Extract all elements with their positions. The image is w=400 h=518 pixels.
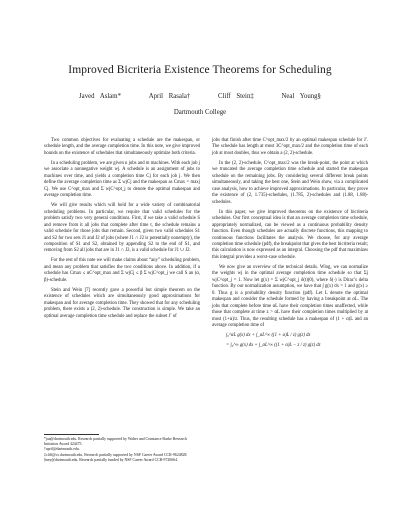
paper-title: Improved Bicriteria Existence Theorems for Scheduling — [68, 64, 332, 76]
footnote: ‡cliff@cs.dartmouth.edu. Research partially supported by NSF Career Award CCR-9624828. — [44, 452, 188, 457]
paragraph: For the rest of this note we will make claims about “any” scheduling problem, and mean any problem that satisfies the two conditions above. In addition, if a schedule has Cmax ≤ αC^opt_max and Σ wjCj ≤ β Σ wjC^opt_j we call S an (α, β)-schedule. — [44, 258, 200, 283]
paragraph: In this paper, we give improved theorems on the existence of bicriteria schedules. Our first conceptual idea is that an average completion time schedule, appropriately normalized, can be viewed as a continuous probability density function. Even though schedules are actually discrete functions, this mapping to continuous functions facilitates the analysis. We choose, for any average completion time schedule (pdf), the breakpoint that gives the best bicriteria result; this calculation is now expressed as an integral. Choosing the pdf that maximizes this integral provides a worst-case schedule. — [212, 209, 368, 260]
paragraph: We will give results which will hold for a wide variety of combinatorial scheduling problems. In particular, we require that valid schedules for the problem satisfy two very general conditions. First, if we take a valid schedule S and remove from it all jobs that complete after time t, the schedule remains a valid schedule for those jobs that remain. Second, given two valid schedules S1 and S2 for two sets J1 and J2 of jobs (where J1 ∩ J2 is potentially nonempty), the composition of S1 and S2, obtained by appending S2 to the end of S1, and removing from S2 all jobs that are in J1 ∩ J2, is a valid schedule for J1 ∪ J2. — [44, 203, 200, 254]
paragraph: Two common objectives for evaluating a schedule are the makespan, or schedule length, and the average completion time. In this note, we give improved bounds on the existence of schedules that simultaneously optimize both criteria. — [44, 138, 200, 156]
left-column — [44, 138, 200, 324]
paragraph: We now give an overview of the technical details. Wlog, we can normalize the weights wj in the optimal average completion time schedule so that Σj wjC^opt_j = 1. Now let g(x) = Σ wjC^opt_j δ(t)(0), where δ(·) is Dirac’s delta function. By our normalization assumption, we have that ∫ g(x) dx = 1 and g(x) ≥ 0. Thus g is a probability density function (pdf). Let L denote the optimal makespan and consider the schedule formed by having a breakpoint at αL. The jobs that complete before time αL have their completion times unaffected, while those that complete at time z > αL have their completion times multiplied by at most (1+α)/z. Thus, the resulting schedule has a makespan of (1 + α)L and an average completion time of — [212, 264, 368, 329]
footnote: *jaa@dartmouth.edu. Research partially supported by Walter and Constance Burke Research Initiation Award 424475. — [44, 437, 187, 447]
affiliation: Dartmouth College — [173, 109, 227, 116]
footnote-rule — [44, 434, 99, 435]
paragraph: In a scheduling problem, we are given n jobs and m machines. With each job j we associate a nonnegative weight wj. A schedule is an assignment of jobs to machines over time, and yields a completion time Cj for each job j. We then define the average completion time as Σ wjCj and the makespan as Cmax = maxj Cj. We use C^opt_max and Σ wjC^opt_j to denote the optimal makespan and average completion time. — [44, 160, 200, 199]
equation: ∫₀^αL g(x) dx + ∫_αL^∞ ((1 + α)L / z) g(z) dz — [226, 333, 311, 339]
footnote: §ney@dartmouth.edu. Research partially funded by NSF Career Award CCR-9720664. — [44, 457, 178, 462]
footnotes — [44, 437, 200, 463]
author-name: Neal Young§ — [281, 93, 321, 100]
footnote: †april@dartmouth.edu. — [44, 447, 80, 452]
equation: = ∫₀^∞ g(x) dx + ∫_αL^∞ ((1 + α)L − z / z) g(z) dz — [226, 342, 321, 348]
paragraph: jobs that finish after time C^opt_max/2 by an optimal makespan schedule for J′. The schedule has length at most 3C^opt_max/2 and the completion time of each job at most doubles, thus we obtain a (2, 2)-schedule. — [212, 138, 368, 156]
paragraph: Stein and Wein [7] recently gave a powerful but simple theorem on the existence of schedules which are simultaneously good approximations for makespan and for average completion time. They showed that for any scheduling problem, there exists a (2, 2)-schedule. The construction is simple. We take an optimal average completion time schedule and replace the subset J′ of — [44, 287, 200, 319]
author-name: Cliff Stein‡ — [217, 93, 254, 100]
author-name: Javed Aslam* — [79, 93, 121, 100]
paragraph: In the (2, 2)-schedule, C^opt_max/2 was the break-point, the point at which we truncated the average completion time schedule and started the makespan schedule on the remaining jobs. By considering several different break points simultaneously, and taking the best one, Stein and Wein show, via a complicated case analysis, how to achieve improved approximations. In particular, they prove the existence of (2, 1.735)-schedules, (1.785, 2)-schedules and (1.88, 1.88)-schedules. — [212, 160, 368, 205]
author-name: April Rasala† — [148, 93, 191, 100]
right-column — [212, 138, 368, 352]
author-list — [0, 93, 400, 100]
